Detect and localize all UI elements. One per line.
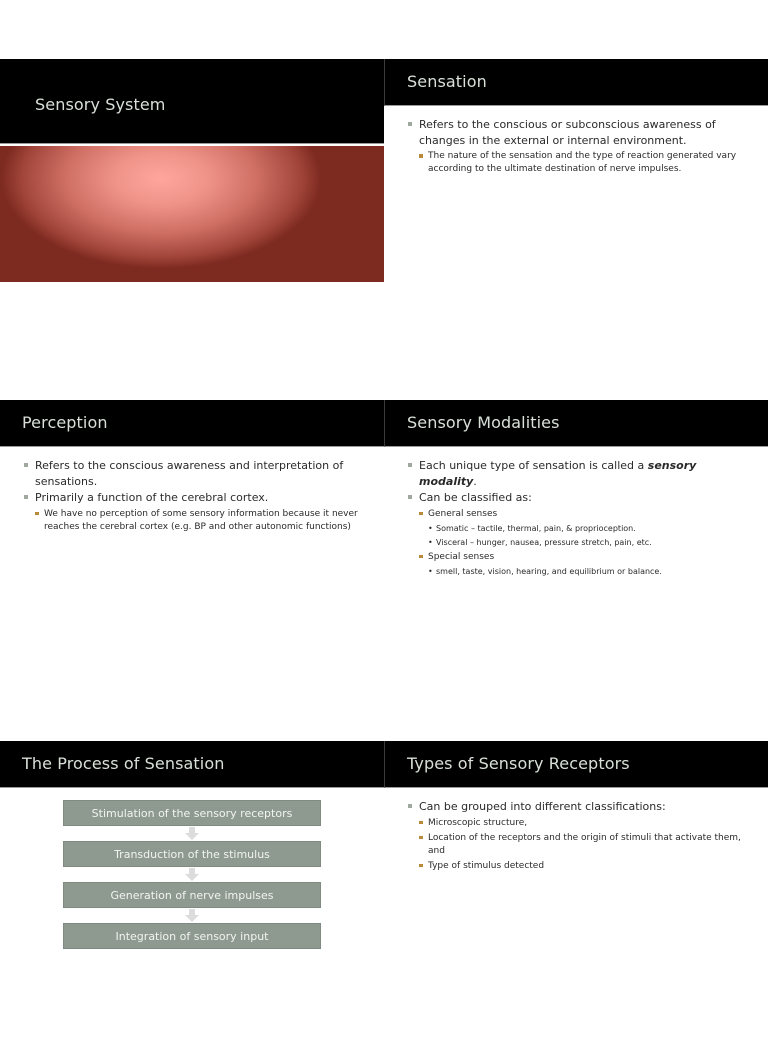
slide-sensory-system [0, 59, 384, 359]
slide-title: Sensation [407, 72, 487, 91]
slide-sensory-modalities [384, 400, 768, 700]
slide-perception [0, 400, 384, 700]
bullet-item: Can be grouped into different classifications: [384, 799, 768, 815]
sub-bullet-item: General senses [384, 508, 768, 521]
title-bar [384, 741, 768, 788]
emphasis-text: sensory modality [419, 459, 697, 488]
slide-title: Sensory System [35, 95, 166, 114]
slide-title: Sensory Modalities [407, 413, 560, 432]
bullet-item [384, 458, 768, 489]
down-arrow-icon [63, 908, 321, 923]
gradient-panel [0, 146, 384, 282]
title-bar [0, 400, 384, 447]
slide-types-of-receptors [384, 741, 768, 1041]
bullet-text: Each unique type of sensation is called a [419, 459, 648, 472]
process-flow [63, 800, 321, 949]
flow-step: Stimulation of the sensory receptors [63, 800, 321, 826]
bullet-item: Can be classified as: [384, 490, 768, 506]
sub-sub-bullet-item: • Somatic – tactile, thermal, pain, & proprioception. [384, 523, 768, 535]
slide-content [384, 799, 768, 873]
bullet-item: Refers to the conscious awareness and interpretation of sensations. [0, 458, 384, 489]
title-bar [0, 59, 384, 144]
sub-bullet-item: Special senses [384, 551, 768, 564]
title-bar [0, 741, 384, 788]
sub-bullet-item: Microscopic structure, [384, 817, 768, 830]
bullet-item: Primarily a function of the cerebral cortex. [0, 490, 384, 506]
title-bar [384, 59, 768, 106]
bullet-text: . [473, 474, 477, 488]
bullet-item: Refers to the conscious or subconscious awareness of changes in the external or internal environment. [384, 117, 768, 148]
down-arrow-icon [63, 826, 321, 841]
sub-bullet-item: Type of stimulus detected [384, 860, 768, 873]
down-arrow-icon [63, 867, 321, 882]
sub-sub-bullet-item: • Visceral – hunger, nausea, pressure stretch, pain, etc. [384, 537, 768, 549]
flow-step: Generation of nerve impulses [63, 882, 321, 908]
sub-bullet-item: The nature of the sensation and the type of reaction generated vary according to the ultimate destination of nerve impulses. [384, 150, 768, 176]
sub-bullet-item: Location of the receptors and the origin of stimuli that activate them, and [384, 832, 768, 858]
slide-content [384, 458, 768, 579]
sub-bullet-item: We have no perception of some sensory information because it never reaches the cerebral cortex (e.g. BP and other autonomic functions) [0, 508, 384, 534]
flow-step: Integration of sensory input [63, 923, 321, 949]
flow-step: Transduction of the stimulus [63, 841, 321, 867]
slide-title: Perception [22, 413, 108, 432]
title-bar [384, 400, 768, 447]
slide-process-of-sensation [0, 741, 384, 1041]
slide-content [0, 458, 384, 534]
sub-sub-bullet-item: • smell, taste, vision, hearing, and equilibrium or balance. [384, 566, 768, 578]
slide-title: The Process of Sensation [22, 754, 225, 773]
slide-content [384, 117, 768, 176]
slide-title: Types of Sensory Receptors [407, 754, 630, 773]
slide-sensation [384, 59, 768, 359]
